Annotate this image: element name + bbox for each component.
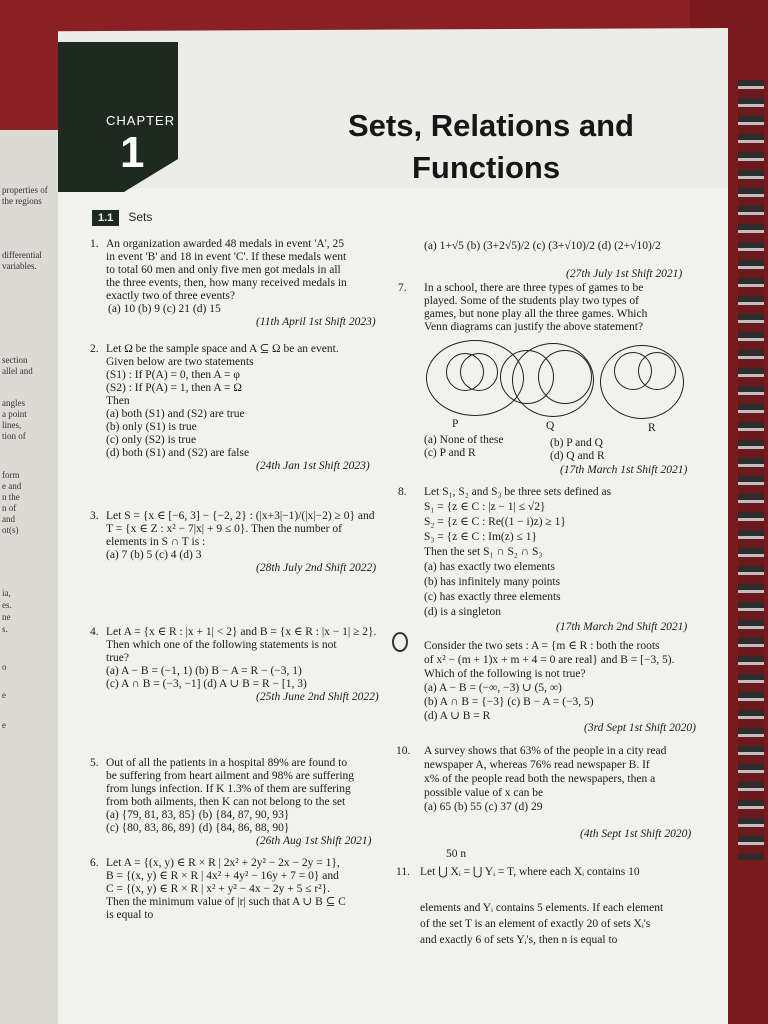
previous-page-fragment: form — [2, 470, 20, 480]
question-text: exactly two of three events? — [106, 290, 235, 302]
question-text: of x² − (m + 1)x + m + 4 = 0 are real} and B = [−3, 5). — [424, 654, 675, 666]
question-text: S₃ = {z ∈ C : Im(z) ≤ 1} — [424, 531, 538, 543]
question-text: x% of the people read both the newspapers, then a — [424, 773, 656, 785]
previous-page-fragment: section — [2, 355, 28, 365]
previous-page-fragment: e — [2, 720, 6, 730]
question-text: Given below are two statements — [106, 356, 254, 368]
venn-label-q: Q — [546, 420, 555, 432]
question-text: Then the minimum value of |r| such that A ∪ B ⊆ C — [106, 896, 346, 908]
question-number: 1. — [90, 238, 99, 250]
exam-source: (28th July 2nd Shift 2022) — [256, 562, 377, 574]
spiral-binding — [738, 80, 764, 860]
previous-page-fragment: n of — [2, 503, 17, 513]
question-number: 2. — [90, 343, 99, 355]
exam-source: (3rd Sept 1st Shift 2020) — [584, 722, 697, 734]
question-text: T = {x ∈ Z : x² − 7|x| + 9 ≤ 0}. Then the number of — [106, 523, 342, 535]
previous-page-fragment: e — [2, 690, 6, 700]
question-text: (S1) : If P(A) = 0, then A = φ — [106, 369, 240, 381]
question-text: Then — [106, 395, 130, 407]
previous-page-fragment: s. — [2, 624, 8, 634]
handwritten-mark — [392, 632, 408, 652]
answer-option: (c) P and R — [424, 447, 476, 459]
chapter-label: CHAPTER — [106, 113, 176, 128]
chapter-number: 1 — [120, 128, 145, 177]
previous-page-fragment: tion of — [2, 431, 26, 441]
question-text: from lungs infection. If K 1.3% of them are suffering — [106, 783, 351, 795]
exam-source: (4th Sept 1st Shift 2020) — [580, 828, 692, 840]
answer-options: (a) 1+√5 (b) (3+2√5)/2 (c) (3+√10)/2 (d) (2+√10)/2 — [424, 240, 661, 252]
exam-source: (25th June 2nd Shift 2022) — [256, 691, 379, 703]
question-text: elements and Yᵢ contains 5 elements. If each element — [420, 902, 664, 914]
question-text: (a) 65 (b) 55 (c) 37 (d) 29 — [424, 801, 543, 813]
question-text: true? — [106, 652, 129, 664]
exam-source: (11th April 1st Shift 2023) — [256, 316, 376, 328]
exam-source: (26th Aug 1st Shift 2021) — [256, 835, 372, 847]
question-text: possible value of x can be — [424, 787, 544, 799]
question-text: the three events, then, how many received medals in — [106, 277, 347, 289]
question-text: (c) only (S2) is true — [106, 434, 197, 446]
question-text: (a) A − B = (−1, 1) (b) B − A = R − (−3, 1) — [106, 665, 302, 677]
previous-page-fragment: properties of — [2, 185, 48, 195]
question-number: 6. — [90, 857, 99, 869]
question-text: Which of the following is not true? — [424, 668, 586, 680]
question-number: 3. — [90, 510, 99, 522]
question-text: and exactly 6 of sets Yᵢ's, then n is equal to — [420, 934, 618, 946]
question-text: to total 60 men and only five men got medals in all — [106, 264, 341, 276]
question-text: (a) {79, 81, 83, 85} (b) {84, 87, 90, 93} — [106, 809, 290, 821]
question-text: played. Some of the students play two types of — [424, 295, 639, 307]
answer-options: (a) 10 (b) 9 (c) 21 (d) 15 — [108, 303, 221, 315]
previous-page-fragment: ia, — [2, 588, 11, 598]
question-text: S₂ = {z ∈ C : Re((1 − i)z) ≥ 1} — [424, 516, 566, 528]
previous-page-fragment: es. — [2, 600, 12, 610]
question-text: games, but none play all the three games. Which — [424, 308, 648, 320]
exam-source: (24th Jan 1st Shift 2023) — [256, 460, 370, 472]
question-text: Then which one of the following statements is not — [106, 639, 337, 651]
question-text: (a) 7 (b) 5 (c) 4 (d) 3 — [106, 549, 202, 561]
answer-option: (d) Q and R — [550, 450, 605, 462]
question-text: be suffering from heart ailment and 98% are suffering — [106, 770, 355, 782]
question-text: Venn diagrams can justify the above statement? — [424, 321, 644, 333]
question-text: Let ⋃ Xᵢ = ⋃ Yᵢ = T, where each Xᵢ contains 10 — [420, 866, 640, 878]
section-number: 1.1 — [92, 210, 119, 226]
previous-page-fragment: allel and — [2, 366, 33, 376]
question-text: C = {(x, y) ∈ R × R | x² + y² − 4x − 2y + 5 ≤ r²}. — [106, 883, 331, 895]
question-text: (a) has exactly two elements — [424, 561, 555, 573]
exam-source: (17th March 1st Shift 2021) — [560, 464, 688, 476]
chapter-title-line2: Functions — [412, 150, 561, 185]
previous-page-fragment: differential — [2, 250, 42, 260]
previous-page-fragment: e and — [2, 481, 22, 491]
question-text: newspaper A, whereas 76% read newspaper B. If — [424, 759, 650, 771]
question-text: An organization awarded 48 medals in event 'A', 25 — [106, 238, 345, 250]
question-text: (b) only (S1) is true — [106, 421, 197, 433]
question-number: 4. — [90, 626, 99, 638]
question-number: 11. — [396, 866, 410, 878]
question-text: (d) both (S1) and (S2) are false — [106, 447, 250, 459]
question-text: (b) has infinitely many points — [424, 576, 561, 588]
question-text: from both ailments, then K can not belong to the set — [106, 796, 346, 808]
question-text: Let S = {x ∈ [−6, 3] − {−2, 2} : (|x+3|−1)/(|x|−2) ≥ 0} and — [106, 510, 375, 522]
previous-page-fragment: variables. — [2, 261, 37, 271]
question-text: of the set T is an element of exactly 20 of sets Xᵢ's — [420, 918, 651, 930]
exam-source: (17th March 2nd Shift 2021) — [556, 621, 688, 633]
question-text: Let A = {x ∈ R : |x + 1| < 2} and B = {x ∈ R : |x − 1| ≥ 2}. — [106, 626, 377, 638]
question-text: (a) A − B = (−∞, −3) ∪ (5, ∞) — [424, 682, 562, 694]
question-text: Out of all the patients in a hospital 89% are found to — [106, 757, 348, 769]
question-text: (c) has exactly three elements — [424, 591, 561, 603]
question-text: in event 'B' and 18 in event 'C'. If these medals went — [106, 251, 347, 263]
previous-page-fragment: and — [2, 514, 15, 524]
question-text: Let S₁, S₂ and S₃ be three sets defined as — [424, 486, 612, 498]
question-text: is equal to — [106, 909, 154, 921]
question-number: 5. — [90, 757, 99, 769]
chapter-title-line1: Sets, Relations and — [348, 108, 634, 143]
question-text: A survey shows that 63% of the people in a city read — [424, 745, 667, 757]
previous-page-fragment: n the — [2, 492, 20, 502]
section-name: Sets — [128, 210, 153, 224]
question-text: In a school, there are three types of games to be — [424, 282, 644, 294]
question-text: Let A = {(x, y) ∈ R × R | 2x² + 2y² − 2x − 2y = 1}, — [106, 857, 340, 869]
question-text: elements in S ∩ T is : — [106, 536, 206, 548]
question-text: Let Ω be the sample space and A ⊆ Ω be an event. — [106, 343, 339, 355]
question-number: 8. — [398, 486, 407, 498]
question-number: 7. — [398, 282, 407, 294]
question-text: (d) is a singleton — [424, 606, 501, 618]
question-text: (d) A ∪ B = R — [424, 710, 491, 722]
question-text: Then the set S₁ ∩ S₂ ∩ S₃ — [424, 546, 543, 558]
previous-page-fragment: lines, — [2, 420, 22, 430]
previous-page-fragment: angles — [2, 398, 25, 408]
previous-page-fragment: ot(s) — [2, 525, 19, 535]
previous-page-fragment: ne — [2, 612, 11, 622]
answer-option: (a) None of these — [424, 434, 504, 446]
venn-label-r: R — [648, 422, 656, 434]
question-text: (a) both (S1) and (S2) are true — [106, 408, 245, 420]
question-text: (c) A ∩ B = (−3, −1] (d) A ∪ B = R − [1, 3) — [106, 678, 307, 690]
exam-source: (27th July 1st Shift 2021) — [566, 268, 683, 280]
answer-option: (b) P and Q — [550, 437, 603, 449]
question-text: B = {(x, y) ∈ R × R | 4x² + 4y² − 16y + 7 = 0} and — [106, 870, 339, 882]
union-limits: 50 n — [446, 848, 467, 860]
question-text: S₁ = {z ∈ C : |z − 1| ≤ √2} — [424, 501, 546, 513]
section-heading — [92, 210, 152, 226]
question-text: (S2) : If P(A) = 1, then A = Ω — [106, 382, 242, 394]
question-text: Consider the two sets : A = {m ∈ R : both the roots — [424, 640, 660, 652]
previous-page-fragment: the regions — [2, 196, 42, 206]
previous-page-fragment: a point — [2, 409, 27, 419]
previous-page-fragment: o — [2, 662, 7, 672]
venn-label-p: P — [452, 418, 459, 430]
question-number: 10. — [396, 745, 411, 757]
question-text: (c) {80, 83, 86, 89} (d) {84, 86, 88, 90} — [106, 822, 290, 834]
question-text: (b) A ∩ B = {−3} (c) B − A = (−3, 5) — [424, 696, 594, 708]
